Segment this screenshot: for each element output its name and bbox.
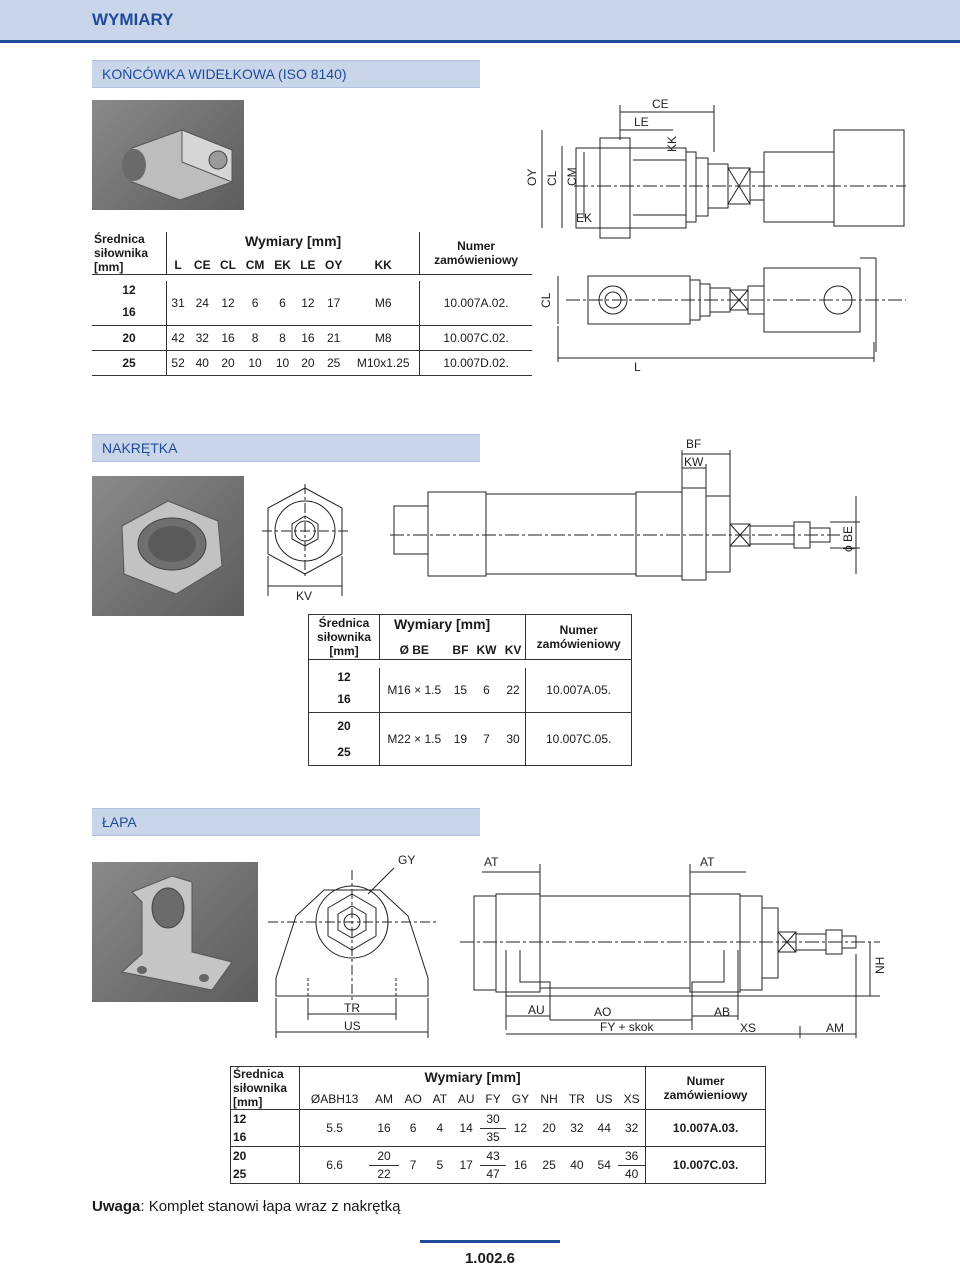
clevis-dim-l: L	[634, 360, 641, 374]
nut-dim-kw: KW	[684, 455, 704, 469]
clevis-dim-kk: KK	[665, 135, 679, 152]
foot-dim-at-right: AT	[700, 855, 715, 869]
clevis-photo	[92, 100, 244, 210]
clevis-col: L	[167, 256, 190, 275]
foot-dim-at-left: AT	[484, 855, 499, 869]
clevis-table: Średnica siłownika [mm] Wymiary [mm] Numer zamówieniowy L CE CL CM EK LE OY KK 12 31 24 12 6 6 12 17 M6 10.007A.02. 16 20 42 32 16 8 8 16 21 M8 10.007C.02. 25 52 40 20 10 10 20 25 M10x1.25 10.007D.02.	[92, 232, 532, 376]
nut-photo-shape	[92, 476, 244, 616]
foot-col: AO	[404, 1092, 422, 1107]
note-label: Uwaga	[92, 1198, 141, 1215]
foot-header-wymiary: Wymiary [mm]	[300, 1067, 646, 1087]
foot-dim-fy: FY + skok	[600, 1020, 654, 1034]
foot-dim-ao: AO	[594, 1005, 612, 1019]
note	[92, 1198, 400, 1215]
nut-col: KW	[476, 643, 497, 657]
clevis-dim-ce: CE	[652, 97, 669, 111]
clevis-photo-shape	[92, 100, 244, 210]
clevis-col: CE	[193, 258, 211, 272]
clevis-col: CM	[245, 258, 265, 272]
clevis-dim-cl2: CL	[539, 292, 553, 308]
foot-dim-xs: XS	[740, 1021, 757, 1035]
section-foot-title: ŁAPA	[102, 814, 137, 830]
foot-col: AU	[457, 1092, 475, 1107]
section-clevis-header	[92, 60, 480, 88]
foot-col: GY	[511, 1092, 530, 1107]
nut-dim-be: ϕ BE	[841, 525, 855, 552]
clevis-dim-oy: OY	[525, 168, 539, 186]
foot-table: Średnica siłownika [mm] Wymiary [mm] Numer zamówieniowy ØABH13 AM AO AT AU FY GY NH TR US XS 12 5.5 16 6 4 14 30 12 20 32 44 32 10.007A.03. 16 35 20 6.6 20 7 5 17 43 16 25 40 54 36 10.007C.03. 25 22 47 40	[230, 1066, 766, 1184]
nut-side-drawing	[390, 436, 860, 586]
clevis-dim-ek: EK	[576, 211, 593, 225]
nut-dim-bf: BF	[686, 437, 702, 451]
clevis-dim-cm: CM	[565, 167, 579, 186]
footer-line	[420, 1240, 560, 1243]
section-foot-header	[92, 808, 480, 836]
page-header	[0, 0, 960, 43]
clevis-col: OY	[324, 258, 343, 272]
nut-header-diameter: Średnica siłownika [mm]	[316, 616, 372, 658]
section-nut-title: NAKRĘTKA	[102, 440, 178, 456]
page-number: 1.002.6	[464, 1250, 516, 1267]
foot-col: FY	[485, 1092, 501, 1107]
clevis-drawing	[518, 90, 918, 400]
note-text: : Komplet stanowi łapa wraz z nakrętką	[140, 1198, 401, 1215]
foot-photo-shape	[92, 862, 258, 1002]
table-row: 12 31 24 12 6 6 12 17 M6 10.007A.02.	[92, 281, 532, 299]
foot-col: XS	[623, 1092, 640, 1107]
foot-dim-nh: NH	[873, 956, 887, 974]
nut-col: BF	[452, 643, 469, 657]
foot-dim-us: US	[344, 1019, 361, 1033]
foot-col: AM	[375, 1092, 393, 1107]
foot-side-drawing	[460, 850, 890, 1040]
nut-photo	[92, 476, 244, 616]
foot-dim-gy: GY	[398, 853, 416, 867]
nut-header-numer: Numer zamówieniowy	[526, 615, 632, 660]
table-row: 20 6.6 20 7 5 17 43 16 25 40 54 36 10.007C.03.	[231, 1147, 766, 1166]
foot-col: US	[595, 1092, 613, 1107]
clevis-col: KK	[374, 258, 392, 272]
table-row: 12 5.5 16 6 4 14 30 12 20 32 44 32 10.007A.03.	[231, 1110, 766, 1129]
foot-header-diameter: Średnica siłownika [mm]	[233, 1067, 288, 1109]
section-clevis-title: KOŃCÓWKA WIDEŁKOWA (ISO 8140)	[102, 66, 347, 82]
clevis-header-wymiary: Wymiary [mm]	[167, 232, 420, 250]
clevis-dim-cl: CL	[545, 170, 559, 186]
clevis-header-diameter: Średnica siłownika [mm]	[94, 232, 149, 274]
clevis-col: CL	[220, 258, 237, 272]
foot-dim-am: AM	[826, 1021, 844, 1035]
foot-dim-ab: AB	[714, 1005, 731, 1019]
foot-col: AT	[432, 1092, 448, 1107]
foot-dim-au: AU	[528, 1003, 545, 1017]
foot-front-drawing	[268, 850, 436, 1040]
foot-col: NH	[540, 1092, 558, 1107]
nut-header-wymiary: Wymiary [mm]	[380, 615, 526, 634]
nut-front-drawing	[262, 484, 348, 604]
clevis-header-numer: Numer zamówieniowy	[420, 232, 532, 275]
nut-dim-kv: KV	[296, 589, 313, 603]
foot-col: ØABH13	[300, 1089, 370, 1109]
page-title: WYMIARY	[92, 10, 174, 29]
nut-col: KV	[504, 643, 522, 657]
table-row: 12 M16 × 1.5 15 6 22 10.007A.05.	[309, 668, 632, 686]
clevis-col: EK	[274, 258, 291, 272]
foot-photo	[92, 862, 258, 1002]
table-row: 25 52 40 20 10 10 20 25 M10x1.25 10.007D.02.	[92, 351, 532, 376]
table-row: 20 M22 × 1.5 19 7 30 10.007C.05.	[309, 713, 632, 740]
nut-col: Ø BE	[380, 641, 449, 660]
foot-dim-tr: TR	[344, 1001, 360, 1015]
table-row: 20 42 32 16 8 8 16 21 M8 10.007C.02.	[92, 326, 532, 351]
foot-header-numer: Numer zamówieniowy	[646, 1067, 766, 1110]
nut-table: Średnica siłownika [mm] Wymiary [mm] Numer zamówieniowy Ø BE BF KW KV 12 M16 × 1.5 15 6 22 10.007A.05. 16 20 M22 × 1.5 19 7 30 10.007C.05. 25	[308, 614, 632, 766]
clevis-dim-le: LE	[634, 115, 649, 129]
foot-col: TR	[568, 1092, 585, 1107]
clevis-col: LE	[300, 258, 316, 272]
